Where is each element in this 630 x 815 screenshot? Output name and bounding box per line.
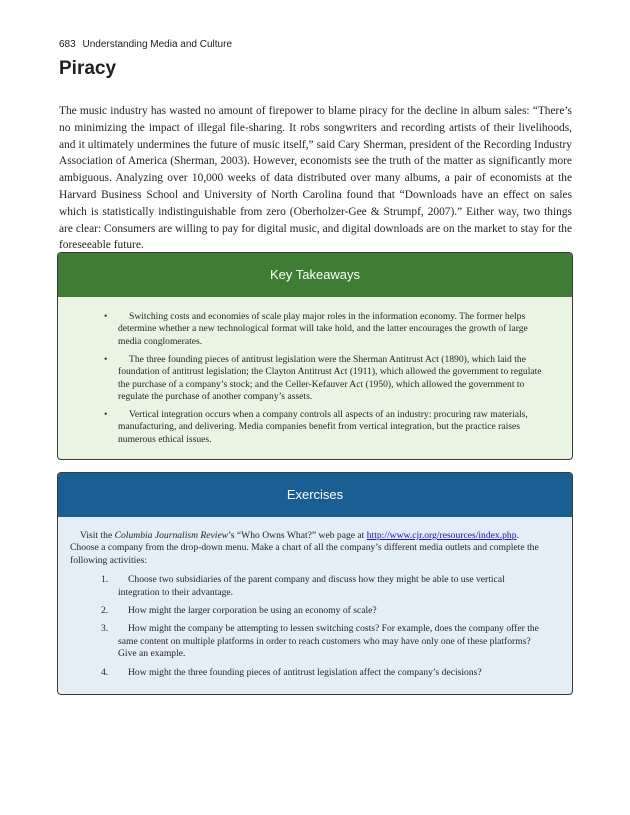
- running-header: [59, 39, 232, 50]
- bullet: •: [104, 311, 108, 322]
- list-item: [101, 666, 546, 679]
- intro-prefix: Visit the: [80, 530, 115, 541]
- intro-mid: ’s “Who Owns What?” web page at: [228, 530, 367, 541]
- exercises-list: [58, 567, 572, 679]
- cjr-resources-link[interactable]: http://www.cjr.org/resources/index.php: [366, 530, 517, 541]
- item-number: 4.: [101, 666, 109, 678]
- list-item: [101, 605, 546, 617]
- book-title: Understanding Media and Culture: [82, 39, 233, 50]
- key-takeaways-box: [57, 252, 573, 460]
- key-takeaways-list: [58, 297, 572, 446]
- item-number: 1.: [101, 574, 109, 586]
- list-item: [101, 623, 546, 660]
- list-item-text: Switching costs and economies of scale play major roles in the information economy. The former helps determine whether a new technological format will take hold, and the latter encourages the growth of large media conglomerates.: [118, 311, 528, 347]
- publication-name: Columbia Journalism Review: [114, 530, 229, 541]
- list-item: [104, 353, 550, 404]
- list-item: [101, 574, 546, 599]
- exercises-intro: [58, 517, 572, 567]
- list-item-text: Choose two subsidiaries of the parent company and discuss how they might be able to use vertical integration to their advantage.: [118, 574, 505, 598]
- bullet: •: [104, 353, 108, 365]
- page-number: 683: [59, 39, 76, 50]
- intro-suffix: . Choose a company from the drop-down menu. Make a chart of all the company’s different media outlets and complete the following activities:: [70, 530, 539, 566]
- item-number: 2.: [101, 605, 109, 617]
- list-item-text: How might the three founding pieces of antitrust legislation affect the company’s decisions?: [128, 666, 482, 678]
- exercises-box: [57, 472, 573, 695]
- list-item: [104, 311, 550, 348]
- list-item-text: How might the company be attempting to lessen switching costs? For example, does the company offer the same content on multiple platforms in order to reach customers who may have only one of these platforms? Give an example.: [118, 623, 539, 660]
- exercises-heading: Exercises: [58, 473, 572, 517]
- body-paragraph: The music industry has wasted no amount of firepower to blame piracy for the decline in album sales: “There’s no minimizing the impact of illegal file-sharing. It robs songwriters and recording artists of their livelihoods, and it ultimately undermines the future of music itself,” said Cary Sherman, president of the Recording Industry Association of America (Sherman, 2003). However, economists see the truth of the matter as significantly more ambiguous. Analyzing over 10,000 weeks of data distributed over many albums, a pair of economists at the Harvard Business School and University of North Carolina found that “Downloads have an effect on sales which is statistically indistinguishable from zero (Oberholzer-Gee & Strumpf, 2007).” Either way, two things are clear: Consumers are willing to pay for digital music, and digital downloads are on the market to stay for the foreseeable future.: [59, 105, 572, 252]
- list-item: [104, 408, 550, 446]
- list-item-text: Vertical integration occurs when a company controls all aspects of an industry: procuring raw materials, manufacturing, and delivering. Media companies benefit from vertical integration, but the practice raises numerous ethical issues.: [118, 408, 528, 445]
- section-title: Piracy: [59, 58, 117, 79]
- key-takeaways-heading: Key Takeaways: [58, 253, 572, 297]
- list-item-text: How might the larger corporation be using an economy of scale?: [128, 605, 377, 617]
- item-number: 3.: [101, 623, 109, 635]
- bullet: •: [104, 408, 108, 420]
- list-item-text: The three founding pieces of antitrust legislation were the Sherman Antitrust Act (1890), which laid the foundation of antitrust legislation; the Clayton Antitrust Act (1911), which allowed the government to regulate the purchase of a company’s stock; and the Celler-Kefauver Act (1950), which allowed the government to regulate the purchase of another company’s assets.: [118, 353, 542, 402]
